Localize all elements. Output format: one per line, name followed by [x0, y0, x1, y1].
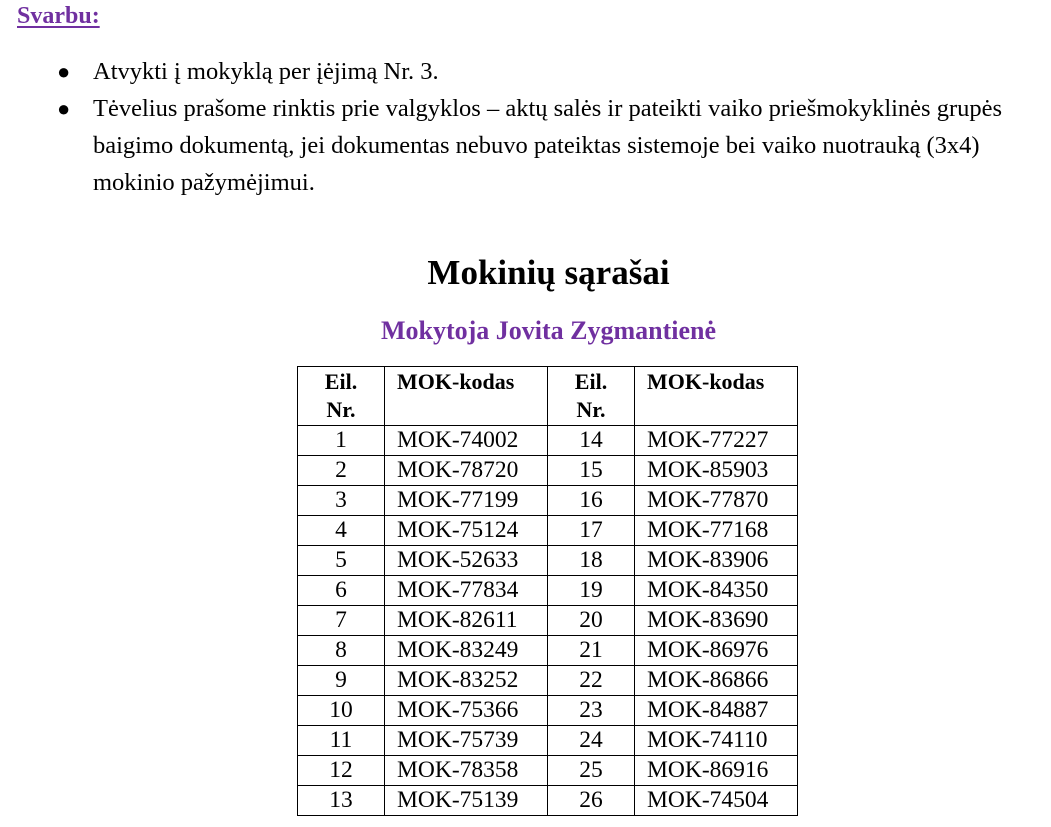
- mok-code-cell: MOK-75366: [385, 696, 548, 726]
- mok-code-cell: MOK-84350: [635, 576, 798, 606]
- mok-code-cell: MOK-86866: [635, 666, 798, 696]
- row-number-cell: 21: [548, 636, 635, 666]
- mok-code-cell: MOK-78720: [385, 456, 548, 486]
- table-row: [298, 726, 798, 756]
- mok-code-cell: MOK-75739: [385, 726, 548, 756]
- mok-code-cell: MOK-85903: [635, 456, 798, 486]
- column-header-number: Eil. Nr.: [548, 367, 635, 426]
- mok-code-cell: MOK-83906: [635, 546, 798, 576]
- mok-code-cell: MOK-83249: [385, 636, 548, 666]
- row-number-cell: 22: [548, 666, 635, 696]
- mok-code-cell: MOK-74504: [635, 786, 798, 816]
- table-row: [298, 636, 798, 666]
- row-number-cell: 16: [548, 486, 635, 516]
- table-row: [298, 456, 798, 486]
- table-row: [298, 606, 798, 636]
- mok-code-cell: MOK-83690: [635, 606, 798, 636]
- row-number-cell: 17: [548, 516, 635, 546]
- note-item: [0, 53, 1051, 90]
- mok-code-cell: MOK-77168: [635, 516, 798, 546]
- table-row: [298, 786, 798, 816]
- bullet-icon: ●: [57, 96, 71, 121]
- table-row: [298, 426, 798, 456]
- column-header-code: MOK-kodas: [635, 367, 798, 426]
- row-number-cell: 8: [298, 636, 385, 666]
- row-number-cell: 14: [548, 426, 635, 456]
- mok-code-cell: MOK-74002: [385, 426, 548, 456]
- mok-code-cell: MOK-77834: [385, 576, 548, 606]
- table-row: [298, 546, 798, 576]
- mok-code-cell: MOK-77199: [385, 486, 548, 516]
- row-number-cell: 7: [298, 606, 385, 636]
- mok-code-cell: MOK-52633: [385, 546, 548, 576]
- mok-code-cell: MOK-83252: [385, 666, 548, 696]
- row-number-cell: 10: [298, 696, 385, 726]
- table-body: [298, 426, 798, 816]
- row-number-cell: 23: [548, 696, 635, 726]
- table-row: [298, 666, 798, 696]
- row-number-cell: 6: [298, 576, 385, 606]
- important-heading: Svarbu:: [17, 3, 100, 29]
- table-row: [298, 576, 798, 606]
- row-number-cell: 5: [298, 546, 385, 576]
- mok-code-cell: MOK-82611: [385, 606, 548, 636]
- row-number-cell: 4: [298, 516, 385, 546]
- teacher-name: Mokytoja Jovita Zygmantienė: [380, 316, 717, 345]
- mok-code-cell: MOK-75139: [385, 786, 548, 816]
- important-notes-list: [0, 53, 1051, 201]
- mok-code-cell: MOK-74110: [635, 726, 798, 756]
- mok-code-cell: MOK-86976: [635, 636, 798, 666]
- student-list-table: [297, 366, 798, 816]
- row-number-cell: 15: [548, 456, 635, 486]
- mok-code-cell: MOK-86916: [635, 756, 798, 786]
- table-row: [298, 696, 798, 726]
- row-number-cell: 9: [298, 666, 385, 696]
- column-header-number: Eil. Nr.: [298, 367, 385, 426]
- row-number-cell: 3: [298, 486, 385, 516]
- row-number-cell: 26: [548, 786, 635, 816]
- row-number-cell: 1: [298, 426, 385, 456]
- bullet-icon: ●: [57, 59, 71, 84]
- note-item: [0, 90, 1051, 201]
- row-number-cell: 20: [548, 606, 635, 636]
- mok-code-cell: MOK-77870: [635, 486, 798, 516]
- mok-code-cell: MOK-77227: [635, 426, 798, 456]
- row-number-cell: 18: [548, 546, 635, 576]
- mok-code-cell: MOK-78358: [385, 756, 548, 786]
- mok-code-cell: MOK-75124: [385, 516, 548, 546]
- row-number-cell: 25: [548, 756, 635, 786]
- note-text: Tėvelius prašome rinktis prie valgyklos – aktų salės ir pateikti vaiko priešmokyklinės grupės baigimo dokumentą, jei dokumentas nebuvo pateiktas sistemoje bei vaiko nuotrauką (3x4) mokinio pažymėjimui.: [93, 95, 1003, 196]
- row-number-cell: 12: [298, 756, 385, 786]
- row-number-cell: 2: [298, 456, 385, 486]
- row-number-cell: 13: [298, 786, 385, 816]
- note-text: Atvykti į mokyklą per įėjimą Nr. 3.: [93, 58, 439, 85]
- row-number-cell: 19: [548, 576, 635, 606]
- table-row: [298, 516, 798, 546]
- mok-code-cell: MOK-84887: [635, 696, 798, 726]
- table-row: [298, 756, 798, 786]
- column-header-code: MOK-kodas: [385, 367, 548, 426]
- table-row: [298, 486, 798, 516]
- row-number-cell: 11: [298, 726, 385, 756]
- table-header-row: [298, 367, 798, 426]
- document-title: Mokinių sąrašai: [427, 253, 670, 292]
- row-number-cell: 24: [548, 726, 635, 756]
